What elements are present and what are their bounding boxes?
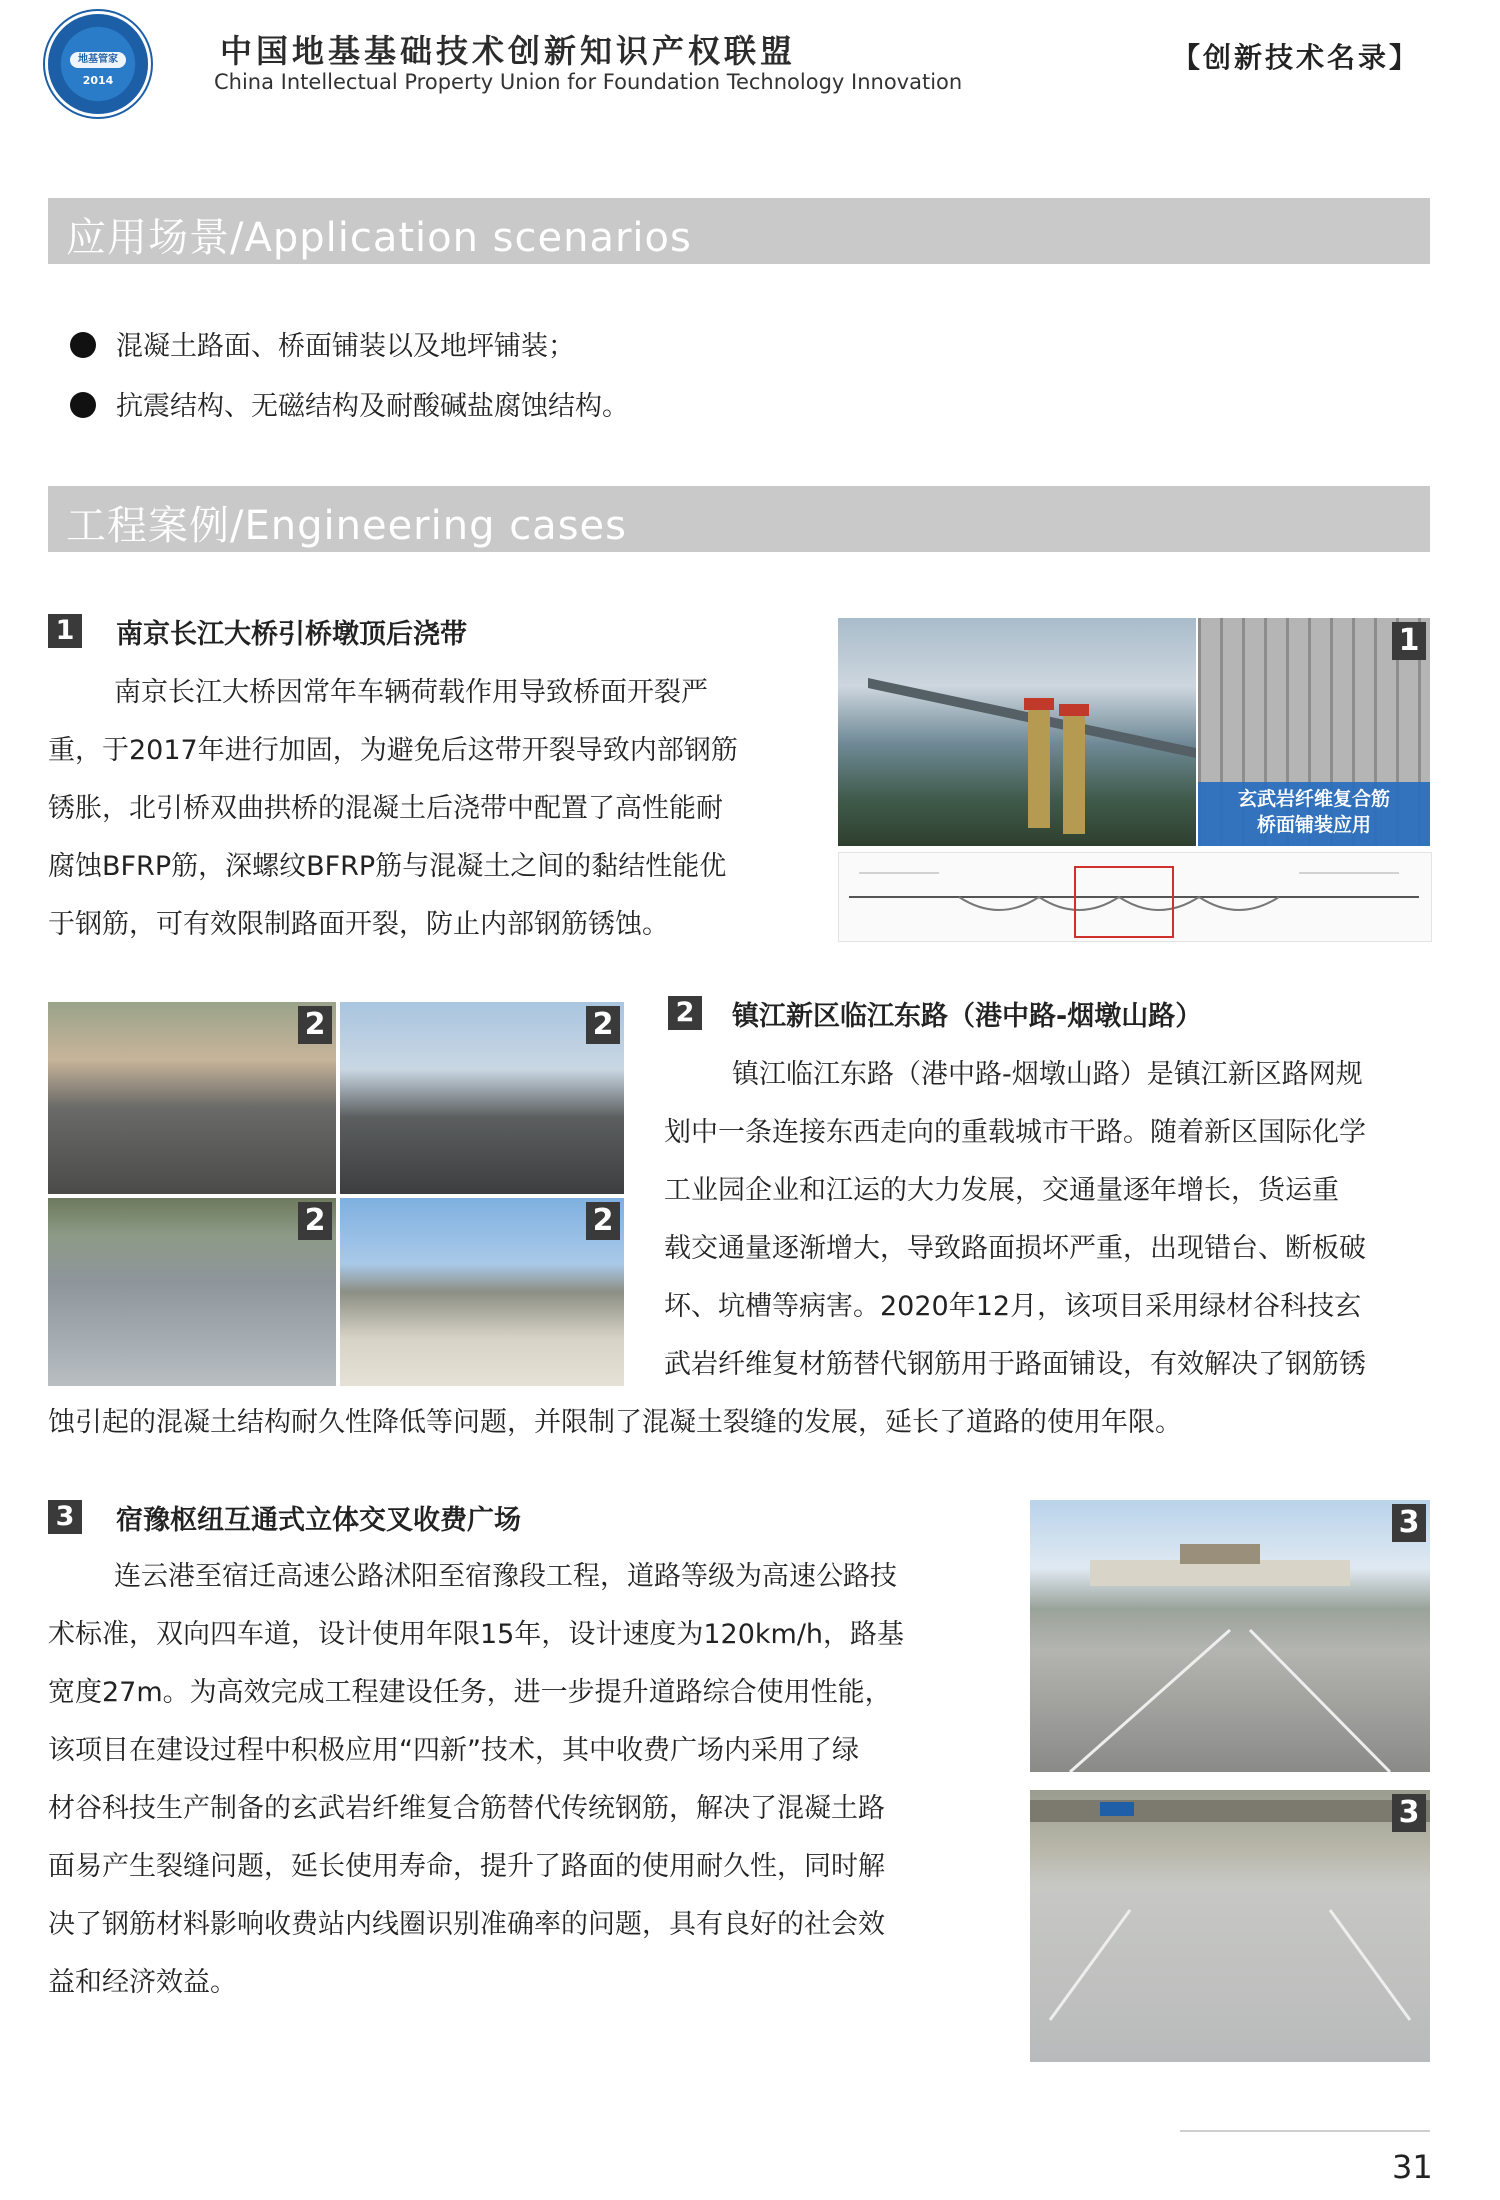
application-item <box>116 384 629 423</box>
case-title-1: 南京长江大桥引桥墩顶后浇带 <box>116 619 467 650</box>
case-description-2 <box>664 1046 1444 1394</box>
bridge-drawing <box>838 852 1432 942</box>
section-cases <box>48 486 1430 552</box>
text-line: 益和经济效益。 <box>48 1967 237 1998</box>
text-line: 决了钢筋材料影响收费站内线圈识别准确率的问题，具有良好的社会效 <box>48 1909 885 1940</box>
case-title-3: 宿豫枢纽互通式立体交叉收费广场 <box>116 1505 521 1536</box>
case-number-2: 2 <box>668 996 702 1030</box>
text-line: 于钢筋，可有效限制路面开裂，防止内部钢筋锈蚀。 <box>48 909 669 940</box>
text-line: 载交通量逐渐增大，导致路面损坏严重，出现错台、断板破 <box>664 1233 1366 1264</box>
case-badge-2: 2 <box>298 1006 332 1044</box>
bullet-icon <box>70 332 96 358</box>
case-badge-3: 3 <box>1392 1504 1426 1542</box>
road-surface-photo-2 <box>340 1198 624 1386</box>
text-line: 重，于2017年进行加固，为避免后这带开裂导致内部钢筋 <box>48 735 738 766</box>
text-line: 术标准，双向四车道，设计使用年限15年，设计速度为120km/h，路基 <box>48 1619 905 1650</box>
text-line: 南京长江大桥因常年车辆荷载作用导致桥面开裂严 <box>114 677 708 708</box>
case-badge-2: 2 <box>298 1202 332 1240</box>
application-item <box>116 324 575 363</box>
text-line: 武岩纤维复材筋替代钢筋用于路面铺设，有效解决了钢筋锈 <box>664 1349 1366 1380</box>
case-number-3: 3 <box>48 1500 82 1534</box>
bridge-illustration <box>838 618 1196 846</box>
alliance-logo <box>48 14 148 114</box>
toll-plaza-illustration-1 <box>1030 1500 1430 1772</box>
text-line: 镇江临江东路（港中路-烟墩山路）是镇江新区路网规 <box>732 1059 1363 1090</box>
section-cases-title: 工程案例/Engineering cases <box>66 503 627 549</box>
road-rebar-photo-1 <box>48 1002 336 1194</box>
org-name-en: China Intellectual Property Union for Foundation Technology Innovation <box>214 70 963 94</box>
text-line: 坏、坑槽等病害。2020年12月，该项目采用绿材谷科技玄 <box>664 1291 1362 1322</box>
road-rebar-photo-2 <box>340 1002 624 1194</box>
org-name-cn: 中国地基基础技术创新知识产权联盟 <box>220 32 797 70</box>
bridge-deck-rebar-photo <box>1198 618 1430 846</box>
text-line: 工业园企业和江运的大力发展，交通量逐年增长，货运重 <box>664 1175 1339 1206</box>
case-badge-2: 2 <box>586 1202 620 1240</box>
case-badge-1: 1 <box>1392 622 1426 660</box>
bridge-photo <box>838 618 1196 846</box>
footer-divider <box>1180 2130 1430 2132</box>
road-surface-photo-1 <box>48 1198 336 1386</box>
photo-caption <box>1198 782 1430 846</box>
text-line: 蚀引起的混凝土结构耐久性降低等问题，并限制了混凝土裂缝的发展，延长了道路的使用年限。 <box>48 1407 1182 1438</box>
case-number-1: 1 <box>48 614 82 648</box>
toll-plaza-photo-2 <box>1030 1790 1430 2062</box>
logo-text: 地基管家 <box>70 52 126 68</box>
text-line: 连云港至宿迁高速公路沭阳至宿豫段工程，道路等级为高速公路技 <box>114 1561 897 1592</box>
case-badge-3: 3 <box>1392 1794 1426 1832</box>
text-line: 划中一条连接东西走向的重载城市干路。随着新区国际化学 <box>664 1117 1366 1148</box>
bridge-elevation-drawing <box>839 853 1431 941</box>
text-line: 该项目在建设过程中积极应用“四新”技术，其中收费广场内采用了绿 <box>48 1735 859 1766</box>
case-title-2: 镇江新区临江东路（港中路-烟墩山路） <box>732 1001 1203 1032</box>
case-badge-2: 2 <box>586 1006 620 1044</box>
section-application-title: 应用场景/Application scenarios <box>66 215 692 261</box>
bullet-icon <box>70 392 96 418</box>
text-line: 材谷科技生产制备的玄武岩纤维复合筋替代传统钢筋，解决了混凝土路 <box>48 1793 885 1824</box>
case-description-1 <box>48 664 828 954</box>
application-item-text: 抗震结构、无磁结构及耐酸碱盐腐蚀结构。 <box>116 391 629 422</box>
caption-line-2: 桥面铺装应用 <box>1256 814 1371 836</box>
text-line: 腐蚀BFRP筋，深螺纹BFRP筋与混凝土之间的黏结性能优 <box>48 851 727 882</box>
text-line: 宽度27m。为高效完成工程建设任务，进一步提升道路综合使用性能， <box>48 1677 892 1708</box>
caption-line-1: 玄武岩纤维复合筋 <box>1237 788 1390 810</box>
toll-plaza-illustration-2 <box>1030 1790 1430 2062</box>
application-item-text: 混凝土路面、桥面铺装以及地坪铺装； <box>116 331 575 362</box>
logo-year: 2014 <box>82 74 114 87</box>
page-number: 31 <box>1392 2148 1433 2186</box>
catalog-label: 【创新技术名录】 <box>1171 41 1420 74</box>
toll-plaza-photo-1 <box>1030 1500 1430 1772</box>
section-application <box>48 198 1430 264</box>
case-description-2-end <box>48 1394 1438 1452</box>
text-line: 面易产生裂缝问题，延长使用寿命，提升了路面的使用耐久性，同时解 <box>48 1851 885 1882</box>
case-description-3 <box>48 1548 1008 2012</box>
text-line: 锈胀，北引桥双曲拱桥的混凝土后浇带中配置了高性能耐 <box>48 793 723 824</box>
